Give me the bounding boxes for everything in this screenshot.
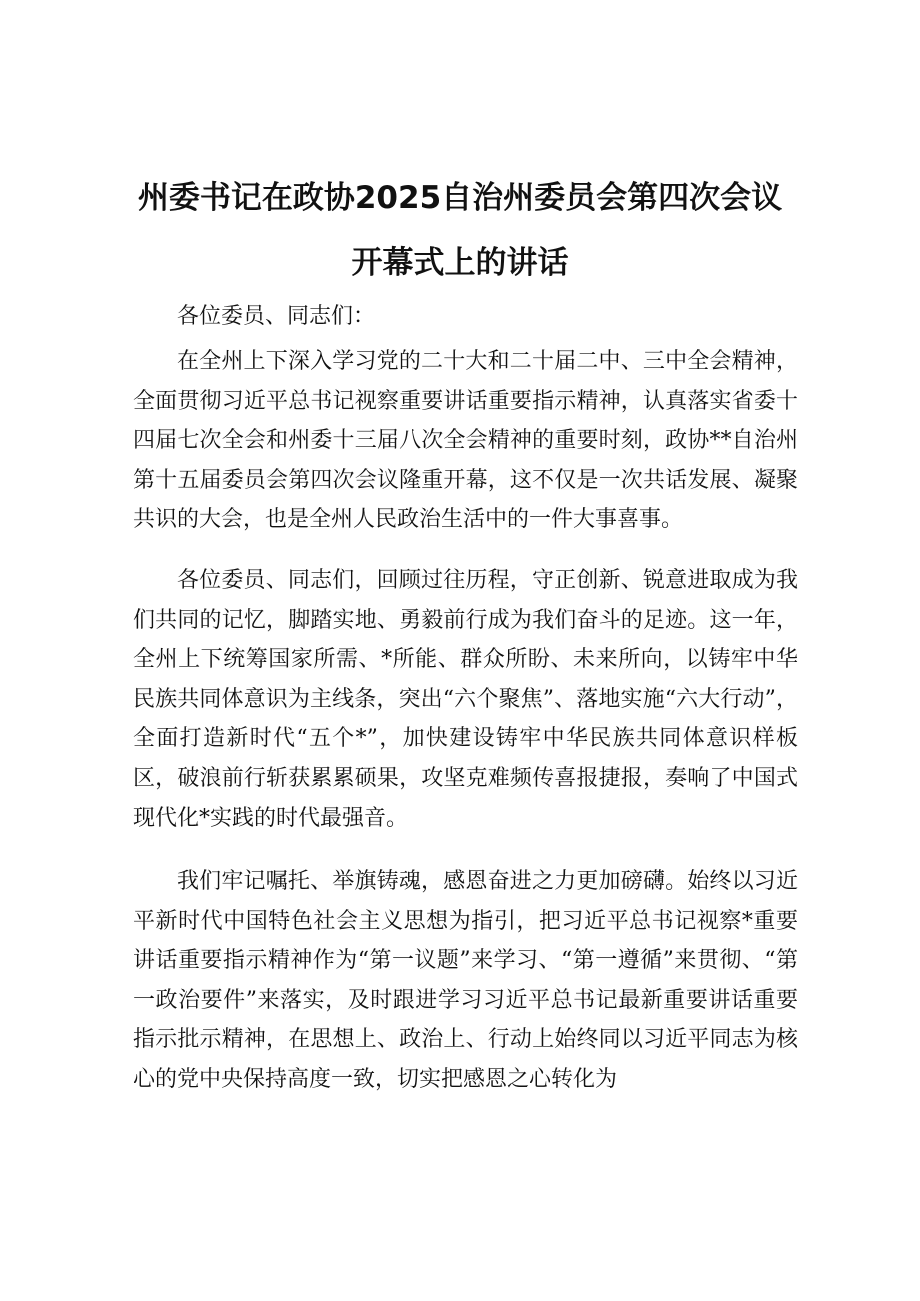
document-title-line-2: 开幕式上的讲话 [351,245,569,281]
paragraph-2: 各位委员、同志们，回顾过往历程，守正创新、锐意进取成为我们共同的记忆，脚踏实地、勇毅前行成为我们奋斗的足迹。这一年，全州上下统筹国家所需、*所能、群众所盼、未来所向，以铸牢中华民族共同体意识为主线条，突出“六个聚焦”、落地实施“六大行动”，全面打造新时代“五个*”，加快建设铸牢中华民族共同体意识样板区，破浪前行斩获累累硕果，攻坚克难频传喜报捷报，奏响了中国式现代化*实践的时代最强音。 [133,568,798,831]
salutation: 各位委员、同志们： [177,304,376,329]
paragraph-3: 我们牢记嘱托、举旗铸魂，感恩奋进之力更加磅礴。始终以习近平新时代中国特色社会主义思想为指引，把习近平总书记视察*重要讲话重要指示精神作为“第一议题”来学习、“第一遵循”来贯彻、“第一政治要件”来落实，及时跟进学习习近平总书记最新重要讲话重要指示批示精神，在思想上、政治上、行动上始终同以习近平同志为核心的党中央保持高度一致，切实把感恩之心转化为 [133,869,798,1092]
document-title-line-1: 州委书记在政协2025自治州委员会第四次会议 [137,180,783,216]
paragraph-1: 在全州上下深入学习党的二十大和二十届二中、三中全会精神，全面贯彻习近平总书记视察重要讲话重要指示精神，认真落实省委十四届七次全会和州委十三届八次全会精神的重要时刻，政协**自治州第十五届委员会第四次会议隆重开幕，这不仅是一次共话发展、凝聚共识的大会，也是全州人民政治生活中的一件大事喜事。 [133,349,798,533]
